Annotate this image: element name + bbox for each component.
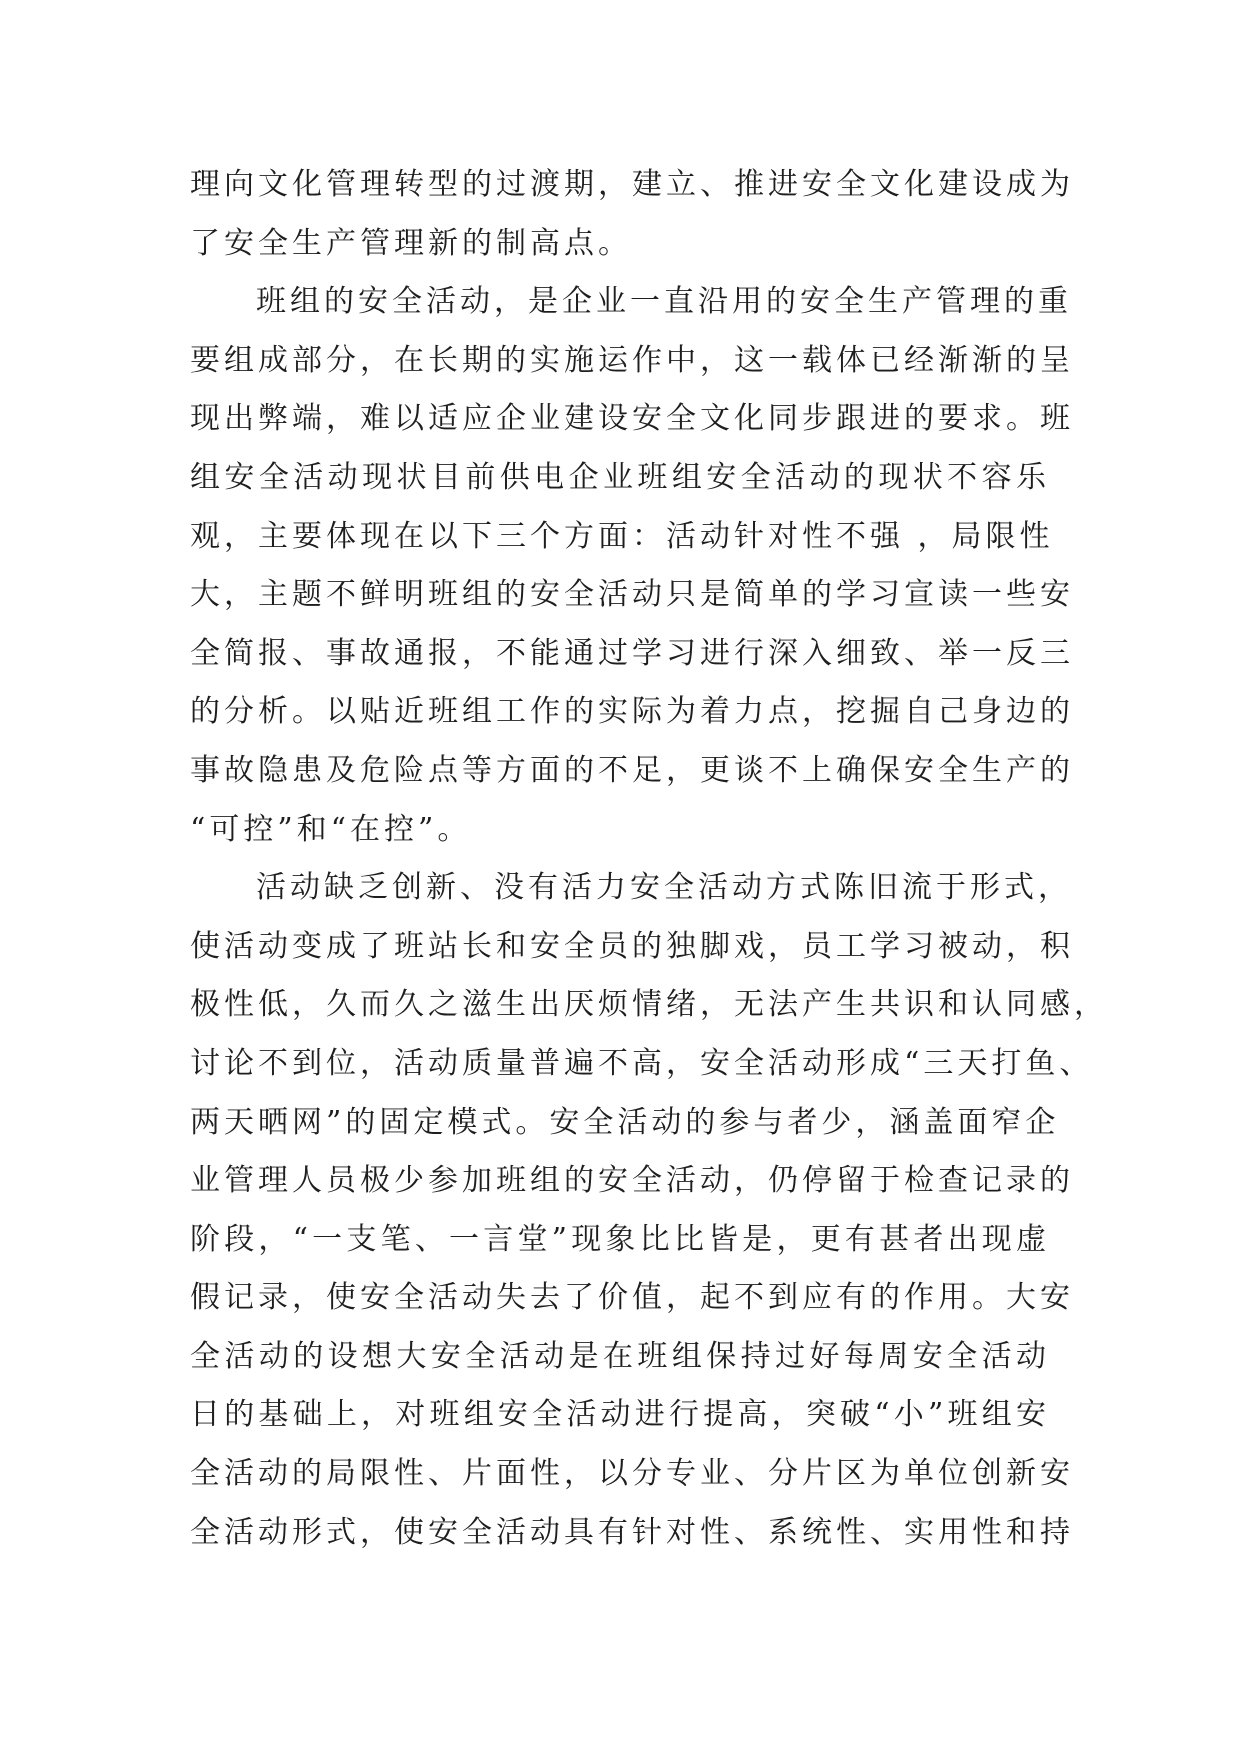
- text-line: 使活动变成了班站长和安全员的独脚戏，员工学习被动，积: [190, 928, 1074, 964]
- text-line: 日的基础上，对班组安全活动进行提高，突破“小”班组安: [190, 1397, 1050, 1433]
- text-line: 讨论不到位，活动质量普遍不高，安全活动形成“三天打鱼、: [190, 1045, 1094, 1081]
- text-line: “可控”和“在控”。: [190, 811, 472, 847]
- text-line: 全活动的设想大安全活动是在班组保持过好每周安全活动: [190, 1338, 1050, 1374]
- text-line: 组安全活动现状目前供电企业班组安全活动的现状不容乐: [190, 459, 1050, 495]
- text-line: 观，主要体现在以下三个方面：活动针对性不强 ，局限性: [190, 518, 1054, 554]
- text-line: 全活动的局限性、片面性，以分专业、分片区为单位创新安: [190, 1456, 1074, 1492]
- text-line: 全活动形式，使安全活动具有针对性、系统性、实用性和持: [190, 1514, 1074, 1550]
- text-line: 全简报、事故通报，不能通过学习进行深入细致、举一反三: [190, 635, 1074, 671]
- text-line: 理向文化管理转型的过渡期，建立、推进安全文化建设成为: [190, 167, 1074, 202]
- text-line: 两天晒网”的固定模式。安全活动的参与者少，涵盖面窄企: [190, 1104, 1060, 1140]
- text-line: 事故隐患及危险点等方面的不足，更谈不上确保安全生产的: [190, 752, 1074, 788]
- text-line: 的分析。以贴近班组工作的实际为着力点，挖掘自己身边的: [190, 694, 1074, 730]
- text-line: 现出弊端，难以适应企业建设安全文化同步跟进的要求。班: [190, 401, 1074, 437]
- text-line: 班组的安全活动，是企业一直沿用的安全生产管理的重: [256, 284, 1072, 320]
- text-line: 极性低，久而久之滋生出厌烦情绪，无法产生共识和认同感，: [190, 987, 1108, 1023]
- body-text: [190, 156, 1108, 1562]
- text-line: 阶段，“一支笔、一言堂”现象比比皆是，更有甚者出现虚: [190, 1221, 1050, 1257]
- text-line: 大，主题不鲜明班组的安全活动只是简单的学习宣读一些安: [190, 577, 1074, 613]
- text-line: 业管理人员极少参加班组的安全活动，仍停留于检查记录的: [190, 1163, 1074, 1199]
- text-line: 要组成部分，在长期的实施运作中，这一载体已经渐渐的呈: [190, 342, 1074, 378]
- text-line: 活动缺乏创新、没有活力安全活动方式陈旧流于形式，: [256, 870, 1072, 906]
- text-line: 假记录，使安全活动失去了价值，起不到应有的作用。大安: [190, 1280, 1074, 1316]
- text-line: 了安全生产管理新的制高点。: [190, 225, 632, 261]
